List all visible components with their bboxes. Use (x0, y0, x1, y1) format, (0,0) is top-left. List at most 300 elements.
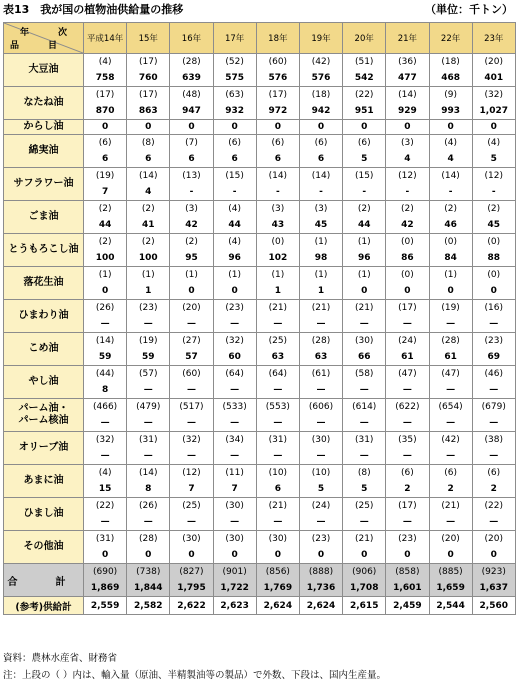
import-value: (0) (429, 234, 472, 251)
import-value: (0) (386, 234, 429, 251)
import-value: (6) (213, 135, 256, 152)
production-value: 0 (213, 283, 256, 300)
production-value: 59 (127, 349, 170, 366)
import-value: (19) (429, 300, 472, 317)
item-name: 落花生油 (4, 267, 84, 300)
import-value: (4) (213, 201, 256, 218)
import-value: (17) (386, 300, 429, 317)
import-value: (11) (213, 465, 256, 482)
supply-value: 2,544 (429, 597, 472, 615)
import-value: (8) (343, 465, 386, 482)
import-value: (0) (256, 234, 299, 251)
import-value: (31) (343, 432, 386, 449)
production-value: — (256, 448, 299, 465)
import-value: (46) (472, 366, 515, 383)
production-value: 0 (299, 120, 342, 135)
production-value: 0 (127, 120, 170, 135)
import-value: (4) (213, 234, 256, 251)
import-value: (23) (127, 300, 170, 317)
production-value: 57 (170, 349, 213, 366)
production-value: — (386, 316, 429, 333)
year-header: 21年 (386, 23, 429, 54)
production-value: 870 (84, 103, 127, 120)
import-value: (22) (343, 87, 386, 104)
production-value: — (213, 415, 256, 432)
import-value: (6) (343, 135, 386, 152)
table-row (4, 300, 516, 317)
production-value: 100 (84, 250, 127, 267)
total-import-value: (858) (386, 564, 429, 581)
production-value: 0 (84, 547, 127, 564)
import-value: (32) (213, 333, 256, 350)
table-row (4, 366, 516, 383)
import-value: (17) (84, 87, 127, 104)
import-value: (28) (299, 333, 342, 350)
item-name: 大豆油 (4, 54, 84, 87)
production-value: 45 (472, 217, 515, 234)
import-value: (22) (472, 498, 515, 515)
total-production-value: 1,637 (472, 580, 515, 597)
import-value: (25) (170, 498, 213, 515)
import-value: (14) (299, 168, 342, 185)
production-value: 95 (170, 250, 213, 267)
production-value: — (472, 415, 515, 432)
import-value: (1) (170, 267, 213, 284)
import-value: (2) (127, 201, 170, 218)
import-value: (35) (386, 432, 429, 449)
production-value: 0 (84, 120, 127, 135)
production-value: 1 (256, 283, 299, 300)
import-value: (4) (472, 135, 515, 152)
production-value: 6 (127, 151, 170, 168)
production-value: 1,027 (472, 103, 515, 120)
import-value: (21) (429, 498, 472, 515)
import-value: (34) (213, 432, 256, 449)
production-value: 0 (256, 120, 299, 135)
production-value: 44 (84, 217, 127, 234)
import-value: (17) (127, 87, 170, 104)
supply-value: 2,624 (299, 597, 342, 615)
total-import-value: (923) (472, 564, 515, 581)
table-row (4, 120, 516, 135)
total-production-value: 1,601 (386, 580, 429, 597)
production-value: — (343, 514, 386, 531)
production-value: 7 (84, 184, 127, 201)
production-value: — (343, 415, 386, 432)
production-value: 6 (170, 151, 213, 168)
production-value: - (386, 184, 429, 201)
production-value: 0 (343, 120, 386, 135)
table-row (4, 531, 516, 548)
import-value: (30) (213, 498, 256, 515)
import-value: (27) (170, 333, 213, 350)
production-value: 69 (472, 349, 515, 366)
import-value: (1) (299, 234, 342, 251)
total-import-value: (906) (343, 564, 386, 581)
production-value: 0 (213, 120, 256, 135)
import-value: (31) (256, 432, 299, 449)
table-row (4, 267, 516, 284)
production-value: — (256, 514, 299, 531)
production-value: — (472, 316, 515, 333)
production-value: 0 (343, 547, 386, 564)
import-value: (1) (429, 267, 472, 284)
table-title: 表13 我が国の植物油供給量の推移 (3, 3, 184, 16)
import-value: (15) (213, 168, 256, 185)
production-value: — (472, 448, 515, 465)
import-value: (1) (127, 267, 170, 284)
production-value: 100 (127, 250, 170, 267)
production-value: 575 (213, 70, 256, 87)
production-value: — (127, 514, 170, 531)
supply-value: 2,459 (386, 597, 429, 615)
import-value: (3) (170, 201, 213, 218)
table-row (4, 399, 516, 416)
production-value: 7 (213, 481, 256, 498)
year-header: 16年 (170, 23, 213, 54)
import-value: (61) (299, 366, 342, 383)
production-value: — (429, 514, 472, 531)
import-value: (17) (127, 54, 170, 71)
year-header: 17年 (213, 23, 256, 54)
item-name: こめ油 (4, 333, 84, 366)
production-value: 4 (127, 184, 170, 201)
production-value: 5 (472, 151, 515, 168)
import-value: (20) (472, 531, 515, 548)
production-value: — (343, 316, 386, 333)
item-name: その他油 (4, 531, 84, 564)
production-value: — (213, 382, 256, 399)
production-value: 576 (256, 70, 299, 87)
production-value: - (343, 184, 386, 201)
import-value: (51) (343, 54, 386, 71)
import-value: (30) (343, 333, 386, 350)
import-value: (19) (127, 333, 170, 350)
import-value: (60) (256, 54, 299, 71)
production-value: 2 (386, 481, 429, 498)
production-value: 2 (472, 481, 515, 498)
import-value: (23) (213, 300, 256, 317)
import-value: (679) (472, 399, 515, 416)
year-header: 15年 (127, 23, 170, 54)
import-value: (30) (256, 531, 299, 548)
import-value: (6) (84, 135, 127, 152)
production-value: 46 (429, 217, 472, 234)
total-production-value: 1,769 (256, 580, 299, 597)
production-value: 942 (299, 103, 342, 120)
production-value: — (170, 415, 213, 432)
production-value: — (429, 415, 472, 432)
supply-value: 2,622 (170, 597, 213, 615)
import-value: (60) (170, 366, 213, 383)
production-value: 0 (127, 547, 170, 564)
production-value: — (429, 316, 472, 333)
production-value: 0 (386, 547, 429, 564)
import-value: (26) (84, 300, 127, 317)
production-value: — (170, 514, 213, 531)
production-value: 61 (429, 349, 472, 366)
year-header: 19年 (299, 23, 342, 54)
production-value: 0 (429, 283, 472, 300)
production-value: - (256, 184, 299, 201)
supply-value: 2,560 (472, 597, 515, 615)
import-value: (15) (343, 168, 386, 185)
total-import-value: (901) (213, 564, 256, 581)
supply-label: (参考)供給計 (4, 597, 84, 615)
production-value: — (472, 382, 515, 399)
year-header: 23年 (472, 23, 515, 54)
import-value: (38) (472, 432, 515, 449)
production-value: 96 (213, 250, 256, 267)
production-value: — (170, 382, 213, 399)
production-value: 2 (429, 481, 472, 498)
item-name: 綿実油 (4, 135, 84, 168)
production-value: 929 (386, 103, 429, 120)
import-value: (517) (170, 399, 213, 416)
production-value: — (84, 415, 127, 432)
total-import-value: (738) (127, 564, 170, 581)
item-name: ごま油 (4, 201, 84, 234)
import-value: (23) (386, 531, 429, 548)
production-value: — (429, 382, 472, 399)
production-value: 61 (386, 349, 429, 366)
production-value: — (299, 316, 342, 333)
import-value: (20) (429, 531, 472, 548)
import-value: (479) (127, 399, 170, 416)
item-axis-label: 品 目 (10, 41, 68, 51)
production-value: 0 (170, 283, 213, 300)
production-value: 0 (472, 547, 515, 564)
import-value: (19) (84, 168, 127, 185)
year-header: 22年 (429, 23, 472, 54)
production-value: — (170, 448, 213, 465)
import-value: (21) (256, 300, 299, 317)
production-value: 5 (343, 481, 386, 498)
supply-row (4, 597, 516, 615)
production-value: — (343, 448, 386, 465)
year-header: 20年 (343, 23, 386, 54)
table-row (4, 54, 516, 71)
item-name: オリーブ油 (4, 432, 84, 465)
import-value: (12) (472, 168, 515, 185)
production-value: — (299, 382, 342, 399)
production-value: — (343, 382, 386, 399)
import-value: (606) (299, 399, 342, 416)
production-value: 44 (343, 217, 386, 234)
footnote: 注：上段の（ ）内は、輸入量（原油、半精製油等の製品）で外数、下段は、国内生産量。 (3, 670, 387, 681)
production-value: — (472, 514, 515, 531)
total-import-value: (888) (299, 564, 342, 581)
import-value: (1) (213, 267, 256, 284)
import-value: (16) (472, 300, 515, 317)
production-value: 0 (84, 283, 127, 300)
production-value: — (386, 514, 429, 531)
import-value: (32) (472, 87, 515, 104)
production-value: — (299, 415, 342, 432)
production-value: 42 (170, 217, 213, 234)
production-value: 1 (127, 283, 170, 300)
production-value: 542 (343, 70, 386, 87)
production-value: 0 (472, 120, 515, 135)
import-value: (36) (386, 54, 429, 71)
production-value: 63 (299, 349, 342, 366)
import-value: (52) (213, 54, 256, 71)
import-value: (64) (213, 366, 256, 383)
production-value: 477 (386, 70, 429, 87)
production-value: 0 (429, 120, 472, 135)
supply-table (3, 22, 516, 615)
production-value: 88 (472, 250, 515, 267)
production-value: - (429, 184, 472, 201)
production-value: 576 (299, 70, 342, 87)
production-value: 468 (429, 70, 472, 87)
import-value: (4) (84, 465, 127, 482)
import-value: (31) (127, 432, 170, 449)
production-value: — (213, 316, 256, 333)
import-value: (32) (170, 432, 213, 449)
import-value: (17) (256, 87, 299, 104)
total-import-value: (856) (256, 564, 299, 581)
production-value: — (84, 448, 127, 465)
production-value: 0 (429, 547, 472, 564)
import-value: (0) (472, 267, 515, 284)
total-import-value: (827) (170, 564, 213, 581)
import-value: (7) (170, 135, 213, 152)
import-value: (23) (472, 333, 515, 350)
import-value: (6) (299, 135, 342, 152)
production-value: 66 (343, 349, 386, 366)
import-value: (9) (429, 87, 472, 104)
table-row (4, 168, 516, 185)
import-value: (1) (256, 267, 299, 284)
import-value: (12) (170, 465, 213, 482)
production-value: — (127, 415, 170, 432)
import-value: (10) (299, 465, 342, 482)
import-value: (25) (343, 498, 386, 515)
table-row (4, 465, 516, 482)
item-name: からし油 (4, 120, 84, 135)
total-production-value: 1,659 (429, 580, 472, 597)
production-value: — (213, 448, 256, 465)
production-value: 0 (213, 547, 256, 564)
table-row (4, 498, 516, 515)
import-value: (6) (386, 465, 429, 482)
production-value: — (127, 316, 170, 333)
title-row (3, 0, 515, 20)
production-value: 0 (170, 120, 213, 135)
import-value: (6) (256, 135, 299, 152)
total-production-value: 1,844 (127, 580, 170, 597)
import-value: (21) (343, 531, 386, 548)
import-value: (47) (386, 366, 429, 383)
total-import-value: (690) (84, 564, 127, 581)
import-value: (2) (170, 234, 213, 251)
total-production-value: 1,736 (299, 580, 342, 597)
import-value: (30) (170, 531, 213, 548)
supply-value: 2,559 (84, 597, 127, 615)
import-value: (4) (84, 54, 127, 71)
supply-value: 2,624 (256, 597, 299, 615)
production-value: - (170, 184, 213, 201)
import-value: (3) (256, 201, 299, 218)
production-value: 43 (256, 217, 299, 234)
import-value: (14) (127, 168, 170, 185)
production-value: 60 (213, 349, 256, 366)
header-row (4, 23, 516, 54)
import-value: (3) (386, 135, 429, 152)
production-value: 6 (256, 481, 299, 498)
production-value: 6 (256, 151, 299, 168)
import-value: (2) (127, 234, 170, 251)
import-value: (26) (127, 498, 170, 515)
year-axis-label: 年 次 (19, 28, 77, 38)
import-value: (42) (429, 432, 472, 449)
table-row (4, 333, 516, 350)
item-name: ひまわり油 (4, 300, 84, 333)
total-production-value: 1,722 (213, 580, 256, 597)
import-value: (14) (84, 333, 127, 350)
import-value: (1) (299, 267, 342, 284)
import-value: (28) (429, 333, 472, 350)
import-value: (24) (299, 498, 342, 515)
table-row (4, 135, 516, 152)
import-value: (12) (386, 168, 429, 185)
import-value: (23) (299, 531, 342, 548)
production-value: — (299, 514, 342, 531)
import-value: (44) (84, 366, 127, 383)
unit-label: （単位：千トン） (425, 3, 513, 16)
production-value: 4 (386, 151, 429, 168)
total-production-value: 1,708 (343, 580, 386, 597)
notes (3, 650, 386, 684)
production-value: 951 (343, 103, 386, 120)
total-import-value: (885) (429, 564, 472, 581)
production-value: 44 (213, 217, 256, 234)
production-value: 5 (343, 151, 386, 168)
production-value: — (213, 514, 256, 531)
import-value: (1) (343, 234, 386, 251)
supply-value: 2,623 (213, 597, 256, 615)
import-value: (20) (472, 54, 515, 71)
production-value: 401 (472, 70, 515, 87)
item-name: あまに油 (4, 465, 84, 498)
production-value: 0 (386, 283, 429, 300)
import-value: (6) (472, 465, 515, 482)
supply-value: 2,582 (127, 597, 170, 615)
production-value: — (299, 448, 342, 465)
production-value: 98 (299, 250, 342, 267)
import-value: (21) (256, 498, 299, 515)
import-value: (0) (472, 234, 515, 251)
import-value: (1) (343, 267, 386, 284)
production-value: 41 (127, 217, 170, 234)
production-value: 863 (127, 103, 170, 120)
production-value: 63 (256, 349, 299, 366)
production-value: 760 (127, 70, 170, 87)
production-value: — (386, 382, 429, 399)
import-value: (0) (386, 267, 429, 284)
import-value: (2) (429, 201, 472, 218)
import-value: (64) (256, 366, 299, 383)
import-value: (553) (256, 399, 299, 416)
import-value: (14) (429, 168, 472, 185)
import-value: (30) (213, 531, 256, 548)
import-value: (48) (170, 87, 213, 104)
import-value: (22) (84, 498, 127, 515)
production-value: 0 (386, 120, 429, 135)
production-value: — (386, 415, 429, 432)
production-value: 758 (84, 70, 127, 87)
